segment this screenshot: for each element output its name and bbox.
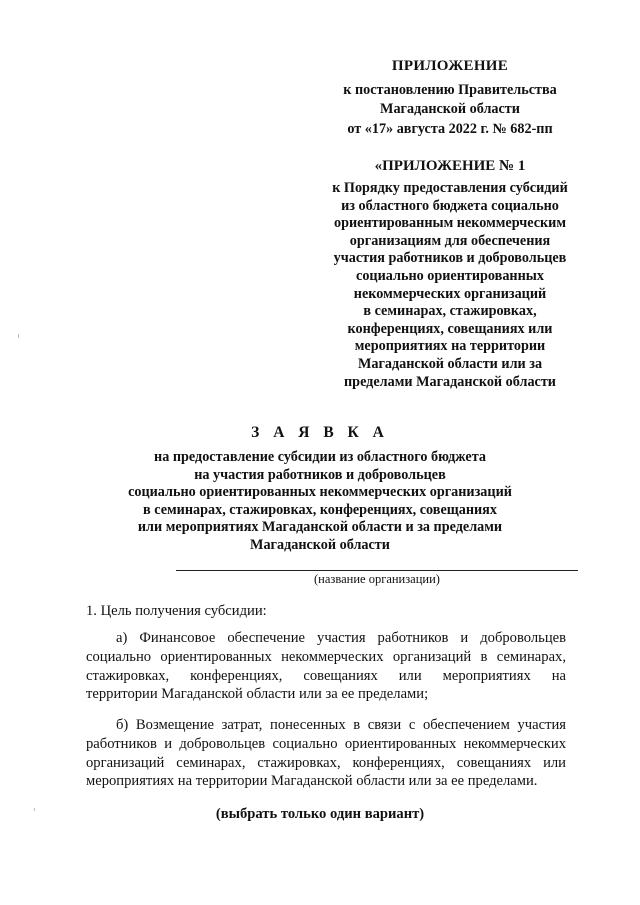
appendix-date-line: от «17» августа 2022 г. № 682-пп [347,121,553,137]
scan-mark [18,334,19,338]
option-b-line: работников и добровольцев социально ориентированных некоммерческих [86,735,566,752]
goal-heading: 1. Цель получения субсидии: [86,603,267,619]
inner-appendix-line: к Порядку предоставления субсидий [332,180,568,196]
option-a-line: социально ориентированных некоммерческих организаций в семинарах, [86,648,566,665]
option-b-line: б) Возмещение затрат, понесенных в связи с обеспечением участия [116,717,566,733]
option-b-paragraph [86,716,566,791]
option-a-line: а) Финансовое обеспечение участия работников и добровольцев [116,630,566,646]
application-title: З А Я В К А [251,424,389,441]
inner-appendix-line: некоммерческих организаций [353,285,547,302]
scan-mark [34,808,35,811]
inner-appendix-title: «ПРИЛОЖЕНИЕ № 1 [374,158,526,174]
inner-appendix-line: из областного бюджета социально [341,197,559,214]
application-subtitle-line: социально ориентированных некоммерческих организаций [128,484,512,501]
application-subtitle-line: на предоставление субсидии из областного бюджета [154,449,486,465]
inner-appendix-text [300,180,600,391]
inner-appendix-line: пределами Магаданской области [344,373,556,390]
inner-appendix-line: ориентированным некоммерческим [333,215,567,232]
option-a-line: территории Магаданской области или за ее пределами; [86,686,429,703]
inner-appendix-line: участия работников и добровольцев [333,250,567,267]
option-b-line: организаций семинарах, стажировках, конференциях, совещаниях или [86,754,566,771]
option-a-line: стажировках, конференциях, совещаниях или мероприятиях на [86,667,566,684]
option-b-line: мероприятиях на территории Магаданской области или за ее пределами. [86,773,538,790]
appendix-title: ПРИЛОЖЕНИЕ [391,58,509,74]
inner-appendix-line: Магаданской области или за [357,355,543,372]
appendix-line: к постановлению Правительства [343,82,557,98]
application-subtitle-line: или мероприятиях Магаданской области и за пределами [137,519,503,536]
application-subtitle-line: Магаданской области [250,536,390,553]
inner-appendix-line: социально ориентированных [356,267,544,284]
choose-one-note: (выбрать только один вариант) [215,806,425,822]
application-subtitle-line: на участия работников и добровольцев [194,466,446,483]
organization-name-caption: (название организации) [314,572,440,586]
application-subtitle [60,449,580,555]
appendix-reference [300,81,600,118]
inner-appendix-line: конференциях, совещаниях или [347,320,553,337]
organization-name-field-line [176,570,578,571]
inner-appendix-line: мероприятиях на территории [354,338,546,355]
option-a-paragraph [86,629,566,704]
application-subtitle-line: в семинарах, стажировках, конференциях, совещаниях [143,501,497,518]
inner-appendix-line: организациям для обеспечения [349,232,551,249]
appendix-line: Магаданской области [380,100,520,117]
inner-appendix-line: в семинарах, стажировках, [363,303,537,320]
